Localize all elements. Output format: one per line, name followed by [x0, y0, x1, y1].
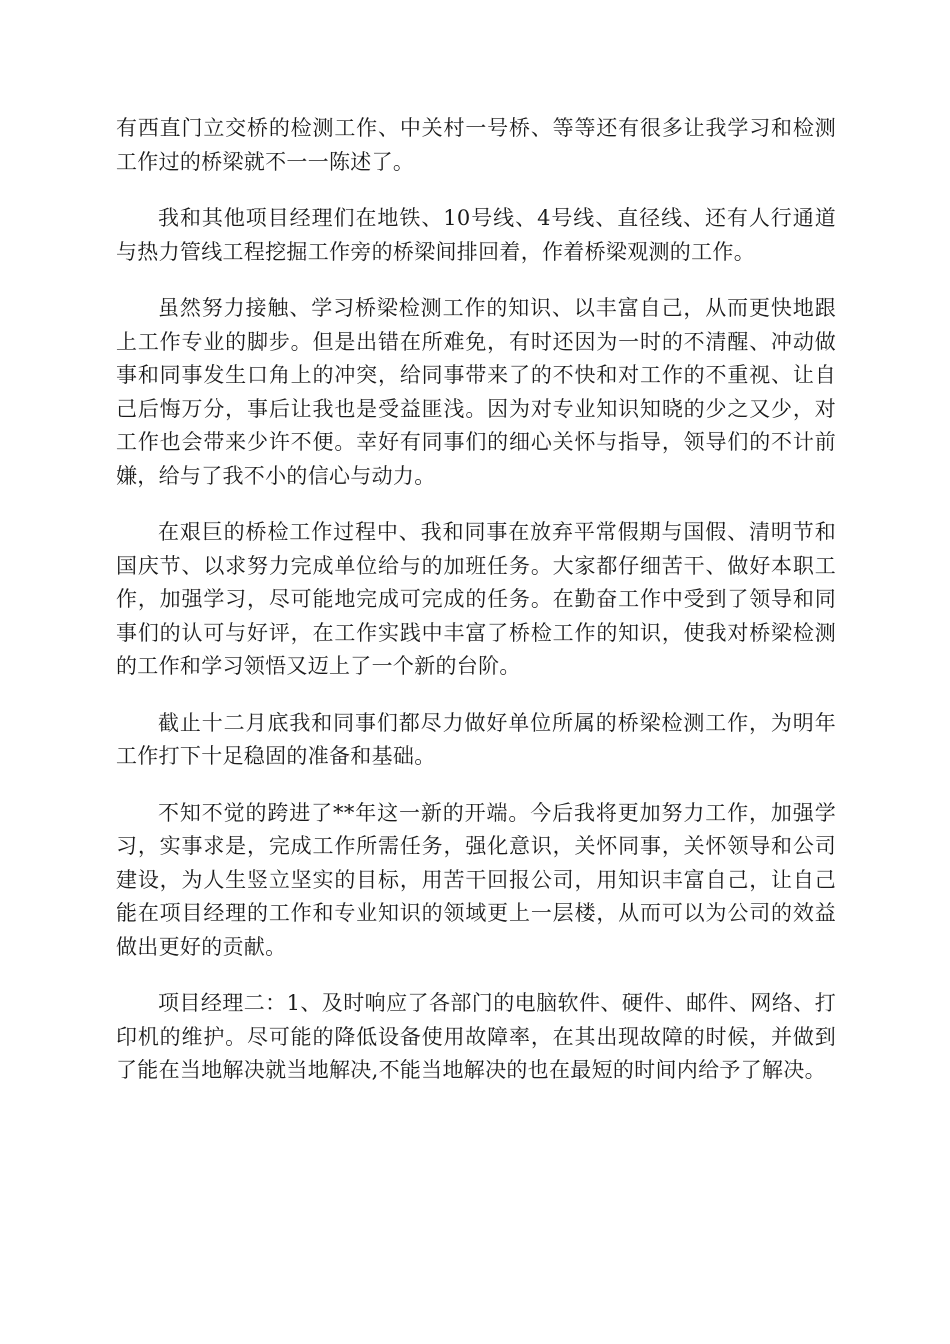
paragraph-7: 项目经理二：1、及时响应了各部门的电脑软件、硬件、邮件、网络、打印机的维护。尽可能的降低设备使用故障率，在其出现故障的时候，并做到了能在当地解决就当地解决,不能当地解决的也在最短的时间内给予了解决。	[116, 991, 836, 1082]
paragraph-6: 不知不觉的跨进了**年这一新的开端。今后我将更加努力工作，加强学习，实事求是，完成工作所需任务，强化意识，关怀同事，关怀领导和公司建设，为人生竖立坚实的目标，用苦干回报公司，用知识丰富自己，让自己能在项目经理的工作和专业知识的领域更上一层楼，从而可以为公司的效益做出更好的贡献。	[116, 800, 836, 959]
paragraph-5: 截止十二月底我和同事们都尽力做好单位所属的桥梁检测工作，为明年工作打下十足稳固的准备和基础。	[116, 710, 836, 768]
paragraph-2: 我和其他项目经理们在地铁、10号线、4号线、直径线、还有人行通道与热力管线工程挖掘工作旁的桥梁间排回着，作着桥梁观测的工作。	[116, 206, 836, 264]
paragraph-3: 虽然努力接触、学习桥梁检测工作的知识、以丰富自己，从而更快地跟上工作专业的脚步。但是出错在所难免，有时还因为一时的不清醒、冲动做事和同事发生口角上的冲突，给同事带来了的不快和对工作的不重视、让自己后悔万分，事后让我也是受益匪浅。因为对专业知识知晓的少之又少，对工作也会带来少许不便。幸好有同事们的细心关怀与指导，领导们的不计前嫌，给与了我不小的信心与动力。	[116, 296, 836, 488]
paragraph-4: 在艰巨的桥检工作过程中、我和同事在放弃平常假期与国假、清明节和国庆节、以求努力完成单位给与的加班任务。大家都仔细苦干、做好本职工作，加强学习，尽可能地完成可完成的任务。在勤奋工作中受到了领导和同事们的认可与好评，在工作实践中丰富了桥检工作的知识，使我对桥梁检测的工作和学习领悟又迈上了一个新的台阶。	[116, 520, 836, 678]
document-body	[116, 112, 836, 1111]
paragraph-1: 有西直门立交桥的检测工作、中关村一号桥、等等还有很多让我学习和检测工作过的桥梁就不一一陈述了。	[116, 116, 836, 174]
